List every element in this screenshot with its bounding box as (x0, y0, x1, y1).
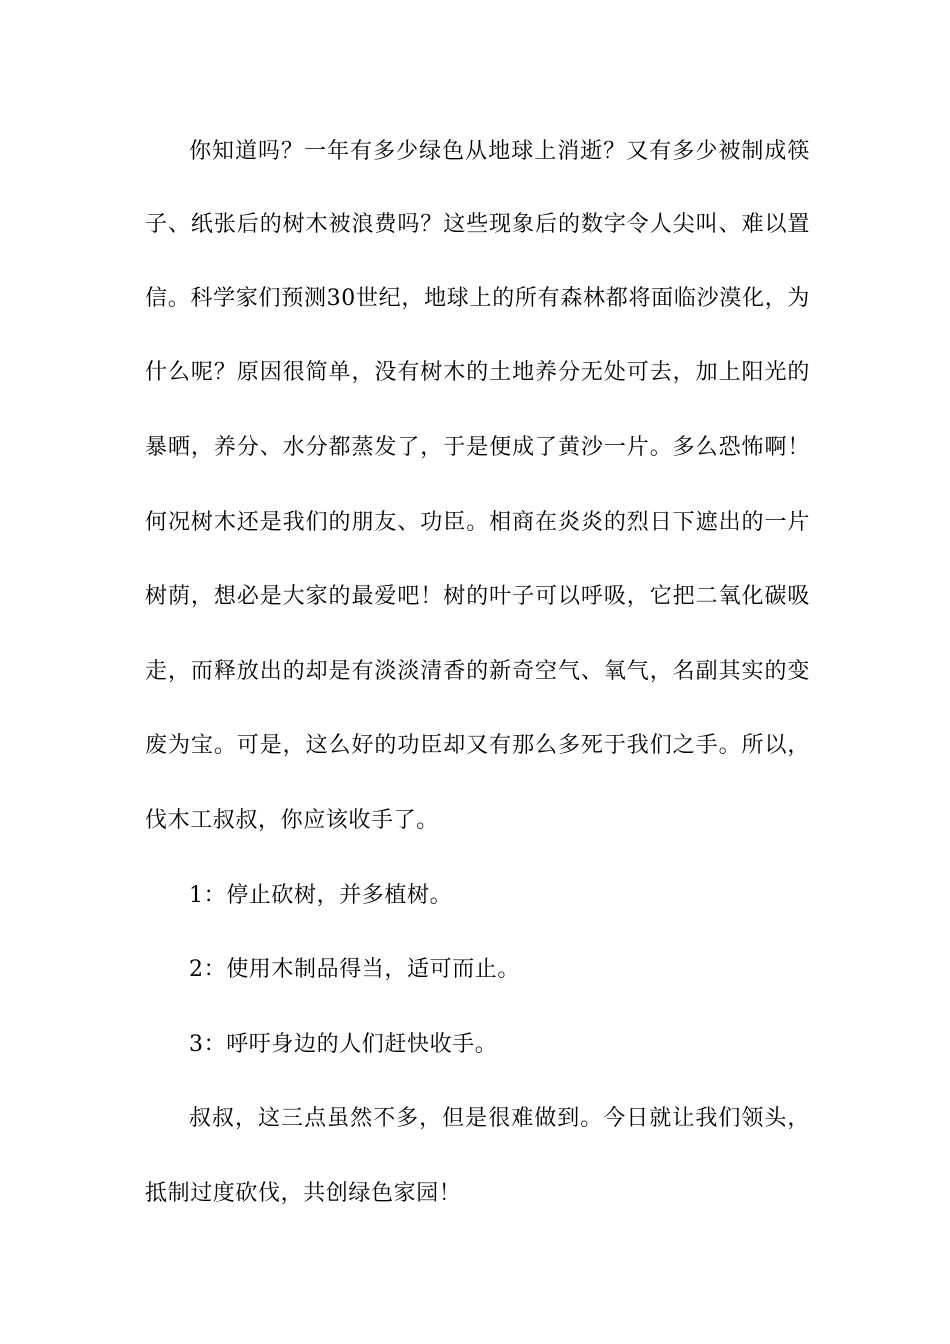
paragraph-line: 树荫，想必是大家的最爱吧！树的叶子可以呼吸，它把二氧化碳吸 (145, 584, 810, 609)
paragraph-line: 何况树木还是我们的朋友、功臣。相商在炎炎的烈日下遮出的一片 (145, 510, 810, 535)
paragraph-line: 走，而释放出的却是有淡淡清香的新奇空气、氧气，名副其实的变 (145, 659, 810, 684)
paragraph-line: 抵制过度砍伐，共创绿色家园！ (145, 1181, 462, 1206)
paragraph-line: 什么呢？原因很简单，没有树木的土地养分无处可去，加上阳光的 (145, 360, 810, 385)
paragraph-line: 叔叔，这三点虽然不多，但是很难做到。今日就让我们领头， (189, 1106, 810, 1131)
paragraph-line: 信。科学家们预测30世纪，地球上的所有森林都将面临沙漠化，为 (145, 286, 810, 311)
paragraph-line: 暴晒，养分、水分都蒸发了，于是便成了黄沙一片。多么恐怖啊！ (145, 435, 810, 460)
list-item: 1：停止砍树，并多植树。 (189, 883, 453, 908)
list-item: 3：呼吁身边的人们赶快收手。 (189, 1032, 498, 1057)
paragraph-line: 伐木工叔叔，你应该收手了。 (145, 808, 439, 833)
paragraph-line: 废为宝。可是，这么好的功臣却又有那么多死于我们之手。所以， (145, 733, 810, 758)
paragraph-line: 你知道吗？一年有多少绿色从地球上消逝？又有多少被制成筷 (189, 139, 810, 164)
paragraph-line: 子、纸张后的树木被浪费吗？这些现象后的数字令人尖叫、难以置 (145, 212, 810, 237)
list-item: 2：使用木制品得当，适可而止。 (189, 957, 520, 982)
